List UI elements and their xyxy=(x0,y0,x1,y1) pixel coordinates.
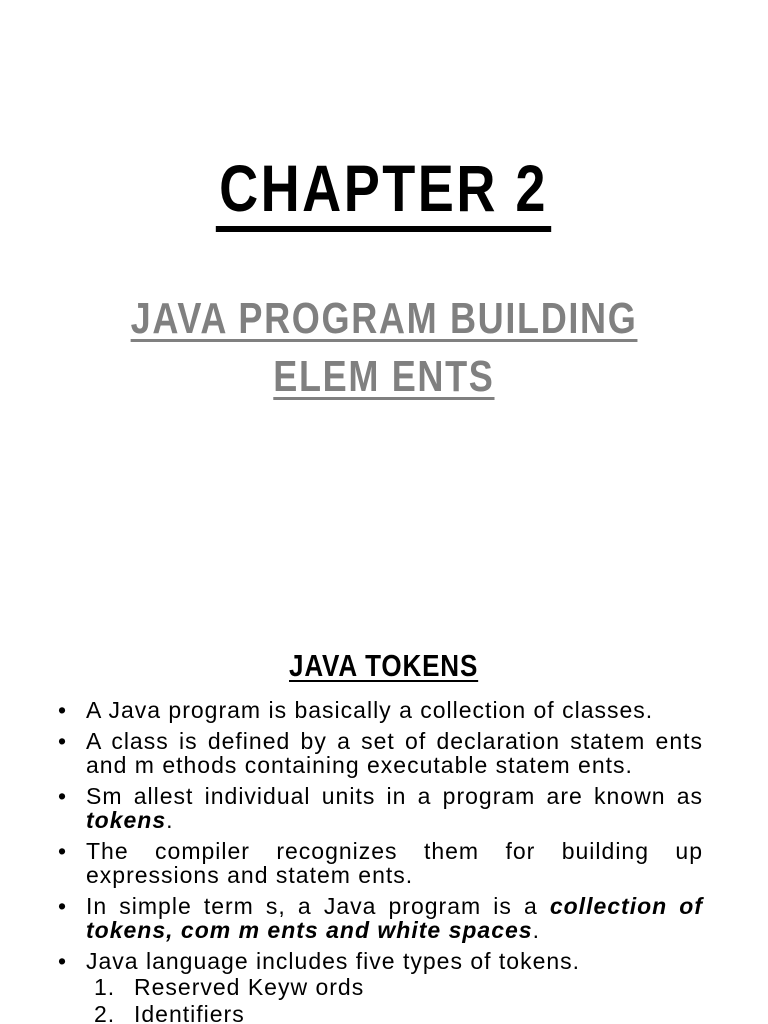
bullet-text: In simple term s, a Java program is a xyxy=(86,893,550,919)
subtitle-line-1 xyxy=(0,290,768,348)
bullet-icon: • xyxy=(58,893,68,919)
token-type-list xyxy=(86,975,703,1024)
bullet-text: A class is defined by a set of declaration statem ents and m ethods containing executable statem ents. xyxy=(86,728,703,778)
list-item xyxy=(58,839,703,887)
bullet-icon: • xyxy=(58,728,68,754)
list-item xyxy=(58,949,703,1024)
token-type-item xyxy=(86,1002,703,1024)
list-item xyxy=(58,784,703,832)
token-type-number: 1. xyxy=(94,974,116,1000)
subtitle-line-2-text: ELEM ENTS xyxy=(273,352,495,401)
bullet-text: The compiler recognizes them for building up expressions and statem ents. xyxy=(86,838,703,888)
bullet-icon: • xyxy=(58,948,68,974)
bullet-text: Sm allest individual units in a program are known as xyxy=(86,783,703,809)
bullet-emphasis: tokens xyxy=(86,807,167,833)
chapter-title xyxy=(0,150,768,232)
bullet-emphasis: collection of tokens, com m ents and white spaces xyxy=(86,893,704,943)
subtitle-line-1-text: JAVA PROGRAM BUILDING xyxy=(130,294,638,343)
token-type-number: 2. xyxy=(94,1001,116,1024)
section-heading xyxy=(0,648,768,684)
bullet-text-end: . xyxy=(532,917,540,943)
subtitle-line-2 xyxy=(0,348,768,406)
bullet-list xyxy=(58,698,703,1024)
list-item xyxy=(58,729,703,777)
bullet-text-end: . xyxy=(166,807,174,833)
chapter-title-text: CHAPTER 2 xyxy=(216,150,551,232)
bullet-icon: • xyxy=(58,838,68,864)
token-type-item xyxy=(86,975,703,1000)
bullet-icon: • xyxy=(58,697,68,723)
bullet-text: A Java program is basically a collection of classes. xyxy=(86,697,654,723)
token-type-label: Identifiers xyxy=(134,1001,245,1024)
token-type-label: Reserved Keyw ords xyxy=(134,974,365,1000)
chapter-subtitle xyxy=(0,290,768,406)
bullet-text: Java language includes five types of tokens. xyxy=(86,948,581,974)
bullet-icon: • xyxy=(58,783,68,809)
section-heading-text: JAVA TOKENS xyxy=(289,648,479,683)
list-item xyxy=(58,698,703,722)
list-item xyxy=(58,894,703,942)
